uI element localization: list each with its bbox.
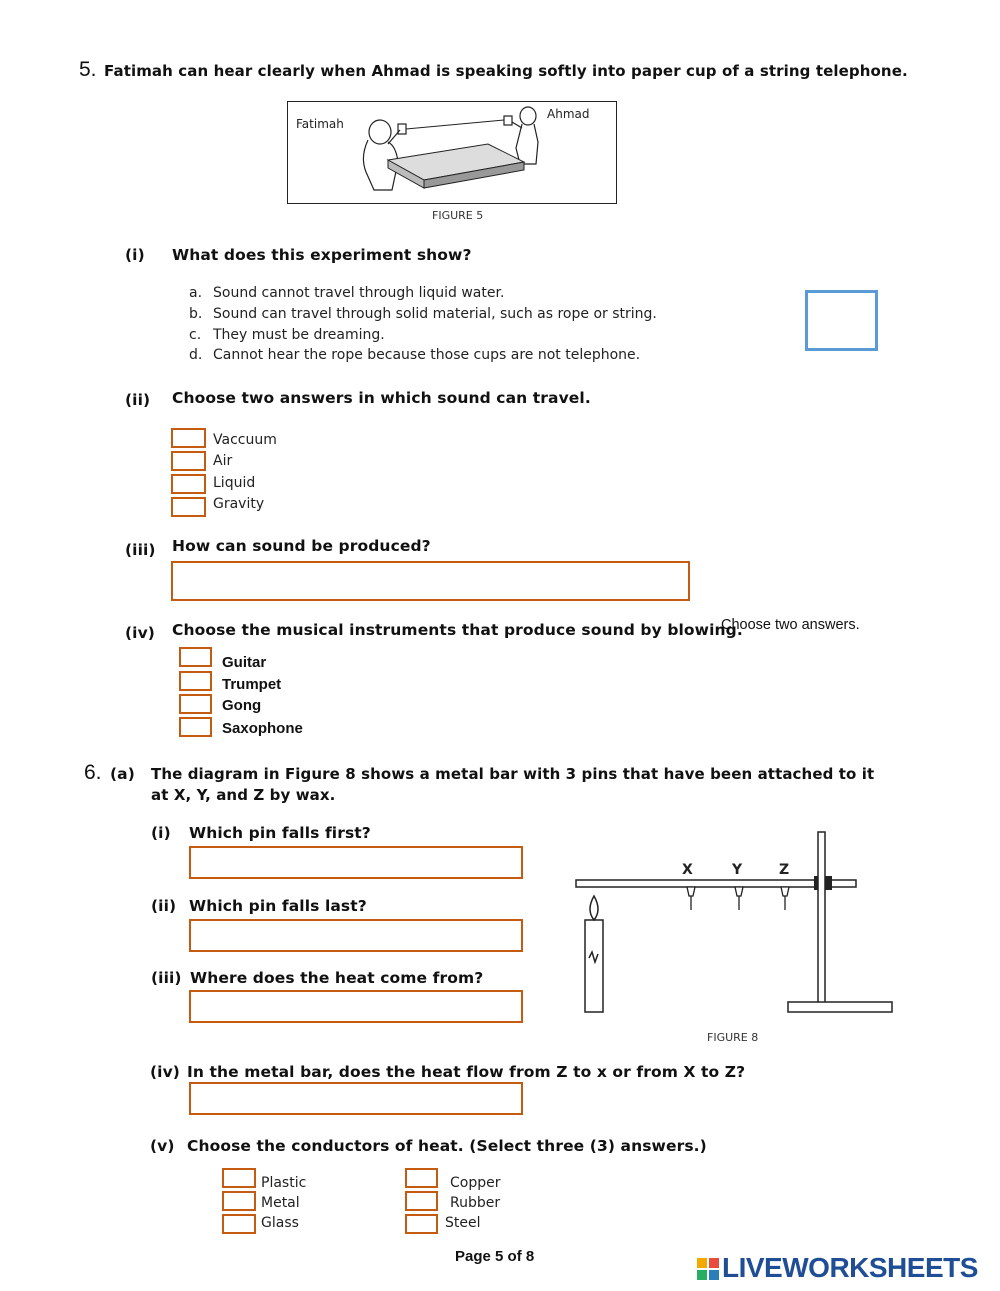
q6-ii-question: Which pin falls last? bbox=[189, 897, 367, 915]
q5-ii-checkbox-vaccuum[interactable] bbox=[171, 428, 206, 448]
q5-i-option-d: Cannot hear the rope because those cups are not telephone. bbox=[213, 347, 641, 363]
q5-iv-checkbox-trumpet[interactable] bbox=[179, 671, 212, 691]
q5-i-num: (i) bbox=[125, 246, 145, 264]
q5-i-option-c: They must be dreaming. bbox=[213, 327, 385, 343]
q5-ii-question: Choose two answers in which sound can travel. bbox=[172, 389, 591, 407]
ahmad-label: Ahmad bbox=[547, 107, 590, 121]
q5-i-option-d-letter: d. bbox=[189, 347, 203, 363]
pin-x-label: X bbox=[682, 862, 693, 878]
q6-number: 6. bbox=[84, 761, 102, 784]
q6-ii-num: (ii) bbox=[151, 897, 177, 915]
q5-iii-question: How can sound be produced? bbox=[172, 537, 431, 555]
q5-iv-checkbox-saxophone[interactable] bbox=[179, 717, 212, 737]
q6-v-option-steel: Steel bbox=[445, 1215, 481, 1231]
q5-iv-question: Choose the musical instruments that produce sound by blowing. bbox=[172, 621, 743, 639]
q5-i-answer-box[interactable] bbox=[805, 290, 878, 351]
q5-ii-option-gravity: Gravity bbox=[213, 496, 265, 512]
q6-i-num: (i) bbox=[151, 824, 171, 842]
candle bbox=[585, 896, 603, 1012]
q5-i-option-a: Sound cannot travel through liquid water. bbox=[213, 285, 505, 301]
q5-ii-checkbox-liquid[interactable] bbox=[171, 474, 206, 494]
q5-ii-checkbox-gravity[interactable] bbox=[171, 497, 206, 517]
q5-iv-option-saxophone: Saxophone bbox=[222, 720, 303, 737]
q6-v-option-glass: Glass bbox=[261, 1215, 299, 1231]
q6-iii-answer-input[interactable] bbox=[189, 990, 523, 1023]
string-line bbox=[406, 120, 504, 129]
q5-iv-checkbox-gong[interactable] bbox=[179, 694, 212, 714]
figure-5 bbox=[287, 101, 617, 204]
q5-ii-option-vaccuum: Vaccuum bbox=[213, 432, 277, 448]
figure-5-caption: FIGURE 5 bbox=[432, 209, 484, 222]
table bbox=[388, 144, 524, 188]
q5-iii-answer-input[interactable] bbox=[171, 561, 690, 601]
q5-iii-num: (iii) bbox=[125, 541, 156, 559]
q6-i-answer-input[interactable] bbox=[189, 846, 523, 879]
q5-i-option-a-letter: a. bbox=[189, 285, 203, 301]
q6-iii-num: (iii) bbox=[151, 969, 182, 987]
q5-iv-option-trumpet: Trumpet bbox=[222, 676, 282, 693]
q5-iv-checkbox-guitar[interactable] bbox=[179, 647, 212, 667]
page-number: Page 5 of 8 bbox=[455, 1248, 535, 1265]
q5-iv-option-gong: Gong bbox=[222, 697, 262, 714]
q6-iv-num: (iv) bbox=[150, 1063, 180, 1081]
q5-i-option-b-letter: b. bbox=[189, 306, 203, 322]
q6-v-checkbox-plastic[interactable] bbox=[222, 1168, 256, 1188]
q6-v-checkbox-glass[interactable] bbox=[222, 1214, 256, 1234]
q6-v-option-plastic: Plastic bbox=[261, 1175, 307, 1191]
q5-i-option-b: Sound can travel through solid material, such as rope or string. bbox=[213, 306, 657, 322]
q5-iv-num: (iv) bbox=[125, 624, 155, 642]
q6-v-checkbox-copper[interactable] bbox=[405, 1168, 438, 1188]
q6-v-checkbox-metal[interactable] bbox=[222, 1191, 256, 1211]
q6-v-option-rubber: Rubber bbox=[450, 1195, 501, 1211]
pin-z-label: Z bbox=[779, 862, 790, 878]
q6-iv-question: In the metal bar, does the heat flow from Z to x or from X to Z? bbox=[187, 1063, 746, 1081]
q5-stem: Fatimah can hear clearly when Ahmad is speaking softly into paper cup of a string telephone. bbox=[104, 62, 908, 80]
q5-ii-checkbox-air[interactable] bbox=[171, 451, 206, 471]
q6-stem-line2: at X, Y, and Z by wax. bbox=[151, 786, 336, 804]
q5-i-question: What does this experiment show? bbox=[172, 246, 472, 264]
string-telephone-illustration bbox=[288, 102, 615, 202]
pins bbox=[687, 887, 789, 910]
stand-rod bbox=[818, 832, 825, 1004]
q6-v-option-metal: Metal bbox=[261, 1195, 300, 1211]
q6-v-checkbox-steel[interactable] bbox=[405, 1214, 438, 1234]
q5-iv-note: Choose two answers. bbox=[721, 617, 860, 633]
q5-ii-option-liquid: Liquid bbox=[213, 475, 256, 491]
q5-number: 5. bbox=[79, 58, 97, 81]
q6-v-question: Choose the conductors of heat. (Select three (3) answers.) bbox=[187, 1137, 707, 1155]
q6-iv-answer-input[interactable] bbox=[189, 1082, 523, 1115]
q5-iv-option-guitar: Guitar bbox=[222, 654, 267, 671]
stand-base bbox=[788, 1002, 892, 1012]
q6-part-label: (a) bbox=[110, 765, 135, 783]
liveworksheets-logo-icon bbox=[697, 1258, 719, 1280]
q6-v-checkbox-rubber[interactable] bbox=[405, 1191, 438, 1211]
figure-8-caption: FIGURE 8 bbox=[707, 1031, 759, 1044]
q6-iii-question: Where does the heat come from? bbox=[190, 969, 484, 987]
q6-i-question: Which pin falls first? bbox=[189, 824, 371, 842]
fatimah-label: Fatimah bbox=[296, 117, 344, 131]
q6-v-option-copper: Copper bbox=[450, 1175, 501, 1191]
q5-ii-option-air: Air bbox=[213, 453, 233, 469]
liveworksheets-brand[interactable]: LIVEWORKSHEETS bbox=[722, 1252, 978, 1283]
q6-v-num: (v) bbox=[150, 1137, 175, 1155]
q5-i-option-c-letter: c. bbox=[189, 327, 202, 343]
figure-8-diagram bbox=[570, 828, 900, 1018]
fatimah-figure bbox=[363, 120, 406, 190]
q6-stem-line1: The diagram in Figure 8 shows a metal bar with 3 pins that have been attached to it bbox=[151, 765, 875, 783]
pin-y-label: Y bbox=[732, 862, 743, 878]
q5-ii-num: (ii) bbox=[125, 391, 151, 409]
q6-ii-answer-input[interactable] bbox=[189, 919, 523, 952]
